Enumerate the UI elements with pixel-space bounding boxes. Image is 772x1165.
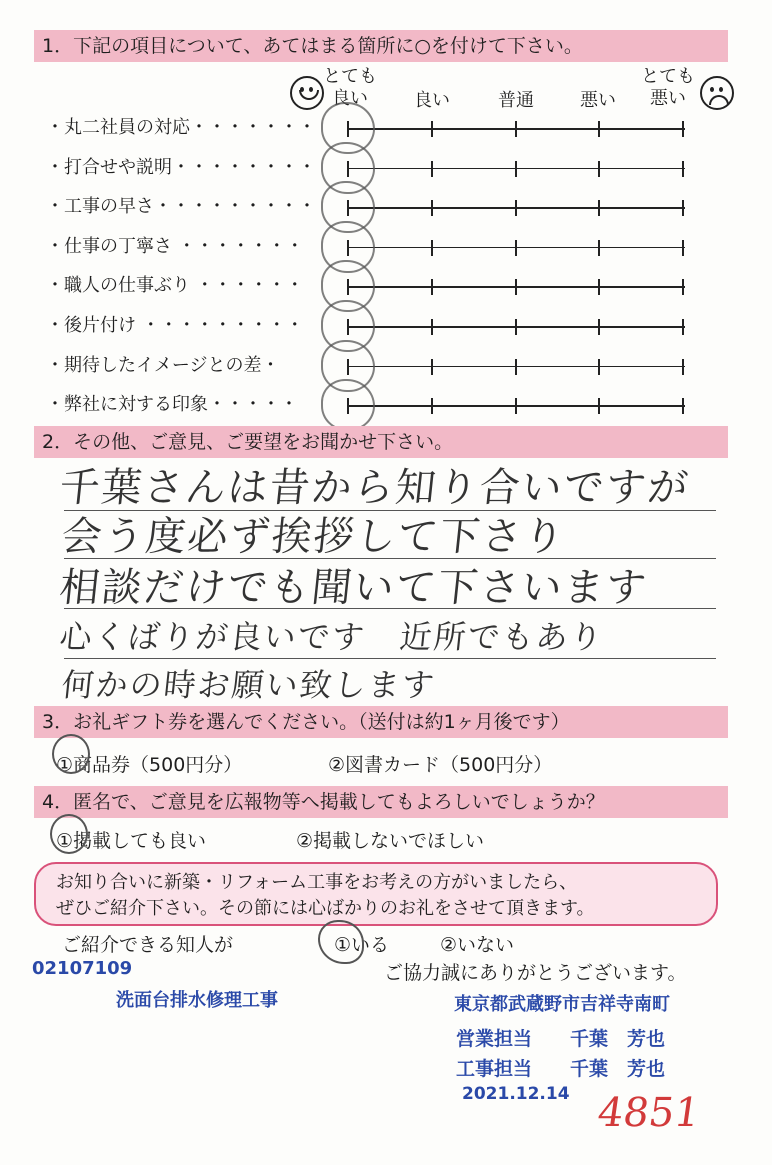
rating-tick[interactable] (431, 161, 433, 177)
hand-drawn-circle-mark (318, 920, 364, 964)
hand-drawn-circle-mark (50, 814, 88, 854)
rating-tick[interactable] (515, 200, 517, 216)
column-neutral: 普通 (498, 90, 534, 111)
rating-tick[interactable] (431, 240, 433, 256)
column-very-good: とても 良い (323, 66, 377, 109)
frowning-face-icon (700, 76, 734, 110)
rating-tick[interactable] (598, 319, 600, 335)
handwritten-comment-line: 何かの時お願い致します (59, 666, 438, 704)
rating-row-label: ・工事の早さ・・・・・・・・・ (46, 196, 316, 218)
rating-row-label: ・後片付け ・・・・・・・・・ (46, 315, 304, 336)
referral-box (34, 862, 718, 926)
handwritten-comment-line: 千葉さんは昔から知り合いですが (57, 465, 693, 511)
date: 2021.12.14 (462, 1084, 570, 1104)
rating-tick[interactable] (515, 398, 517, 414)
rating-tick[interactable] (515, 121, 517, 137)
q3-option-book-card[interactable]: ②図書カード（500円分） (328, 754, 553, 776)
rating-row-label: ・職人の仕事ぶり ・・・・・・ (46, 275, 304, 297)
handwritten-number: 4851 (594, 1090, 704, 1136)
referral-line1: お知り合いに新築・リフォーム工事をお考えの方がいましたら、 (56, 872, 578, 893)
writing-line (64, 658, 716, 659)
rating-tick[interactable] (431, 200, 433, 216)
rating-tick[interactable] (431, 359, 433, 375)
rating-tick[interactable] (598, 240, 600, 256)
rating-tick[interactable] (682, 398, 684, 414)
handwritten-comment-line: 心くばりが良いです 近所でもあり (57, 618, 606, 656)
rating-tick[interactable] (515, 240, 517, 256)
rating-row-label: ・期待したイメージとの差・ (46, 354, 280, 376)
rating-tick[interactable] (515, 359, 517, 375)
rating-tick[interactable] (682, 279, 684, 295)
customer-id: 02107109 (32, 958, 133, 979)
rating-tick[interactable] (515, 319, 517, 335)
referral-question: ご紹介できる知人が (62, 934, 234, 956)
column-bad: 悪い (580, 90, 616, 111)
q3-heading: 3．お礼ギフト券を選んでください。（送付は約1ヶ月後です） (34, 706, 728, 738)
rating-tick[interactable] (598, 161, 600, 177)
referral-line2: ぜひご紹介下さい。その節には心ばかりのお礼をさせて頂きます。 (56, 898, 595, 919)
rating-tick[interactable] (598, 359, 600, 375)
rating-tick[interactable] (682, 319, 684, 335)
referral-option-no[interactable]: ②いない (440, 934, 515, 956)
rating-tick[interactable] (682, 200, 684, 216)
sales-name: 千葉 芳也 (570, 1028, 666, 1050)
hand-drawn-circle-mark (321, 379, 375, 431)
rating-row-label: ・仕事の丁寧さ ・・・・・・・ (46, 235, 304, 257)
rating-row-label: ・丸二社員の対応・・・・・・・ (46, 117, 316, 138)
handwritten-comment-line: 会う度必ず挨拶して下さり (59, 514, 569, 560)
smiley-face-icon (290, 76, 324, 110)
handwritten-comment-line: 相談だけでも聞いて下さいます (57, 565, 651, 611)
q1-heading: 1．下記の項目について、あてはまる箇所に○を付けて下さい。 (34, 30, 728, 62)
work-name: 千葉 芳也 (570, 1058, 666, 1080)
rating-row-label: ・弊社に対する印象・・・・・ (46, 394, 298, 416)
q3-option-gift-voucher[interactable]: ①商品券（500円分） (56, 754, 243, 776)
rating-tick[interactable] (682, 359, 684, 375)
rating-tick[interactable] (682, 240, 684, 256)
rating-row-label: ・打合せや説明・・・・・・・・ (46, 156, 316, 178)
work-label: 工事担当 (456, 1058, 533, 1080)
q4-option-decline[interactable]: ②掲載しないでほしい (296, 830, 485, 852)
referral-option-yes[interactable]: ①いる (334, 934, 390, 956)
rating-tick[interactable] (431, 121, 433, 137)
rating-tick[interactable] (682, 161, 684, 177)
rating-tick[interactable] (598, 279, 600, 295)
rating-tick[interactable] (598, 121, 600, 137)
rating-tick[interactable] (515, 279, 517, 295)
q4-heading: 4．匿名で、ご意見を広報物等へ掲載してもよろしいでしょうか？ (34, 786, 728, 818)
location: 東京都武蔵野市吉祥寺南町 (454, 994, 670, 1015)
rating-tick[interactable] (431, 319, 433, 335)
q4-option-allow[interactable]: ①掲載しても良い (56, 830, 207, 852)
thanks-text: ご協力誠にありがとうございます。 (384, 962, 687, 984)
job-title: 洗面台排水修理工事 (116, 990, 278, 1011)
rating-tick[interactable] (515, 161, 517, 177)
column-good: 良い (414, 90, 450, 111)
rating-tick[interactable] (431, 279, 433, 295)
rating-tick[interactable] (682, 121, 684, 137)
rating-tick[interactable] (431, 398, 433, 414)
column-very-bad: とても 悪い (641, 66, 695, 109)
sales-label: 営業担当 (456, 1028, 533, 1050)
q2-heading: 2．その他、ご意見、ご要望をお聞かせ下さい。 (34, 426, 728, 458)
rating-tick[interactable] (598, 200, 600, 216)
rating-tick[interactable] (598, 398, 600, 414)
hand-drawn-circle-mark (52, 734, 90, 774)
